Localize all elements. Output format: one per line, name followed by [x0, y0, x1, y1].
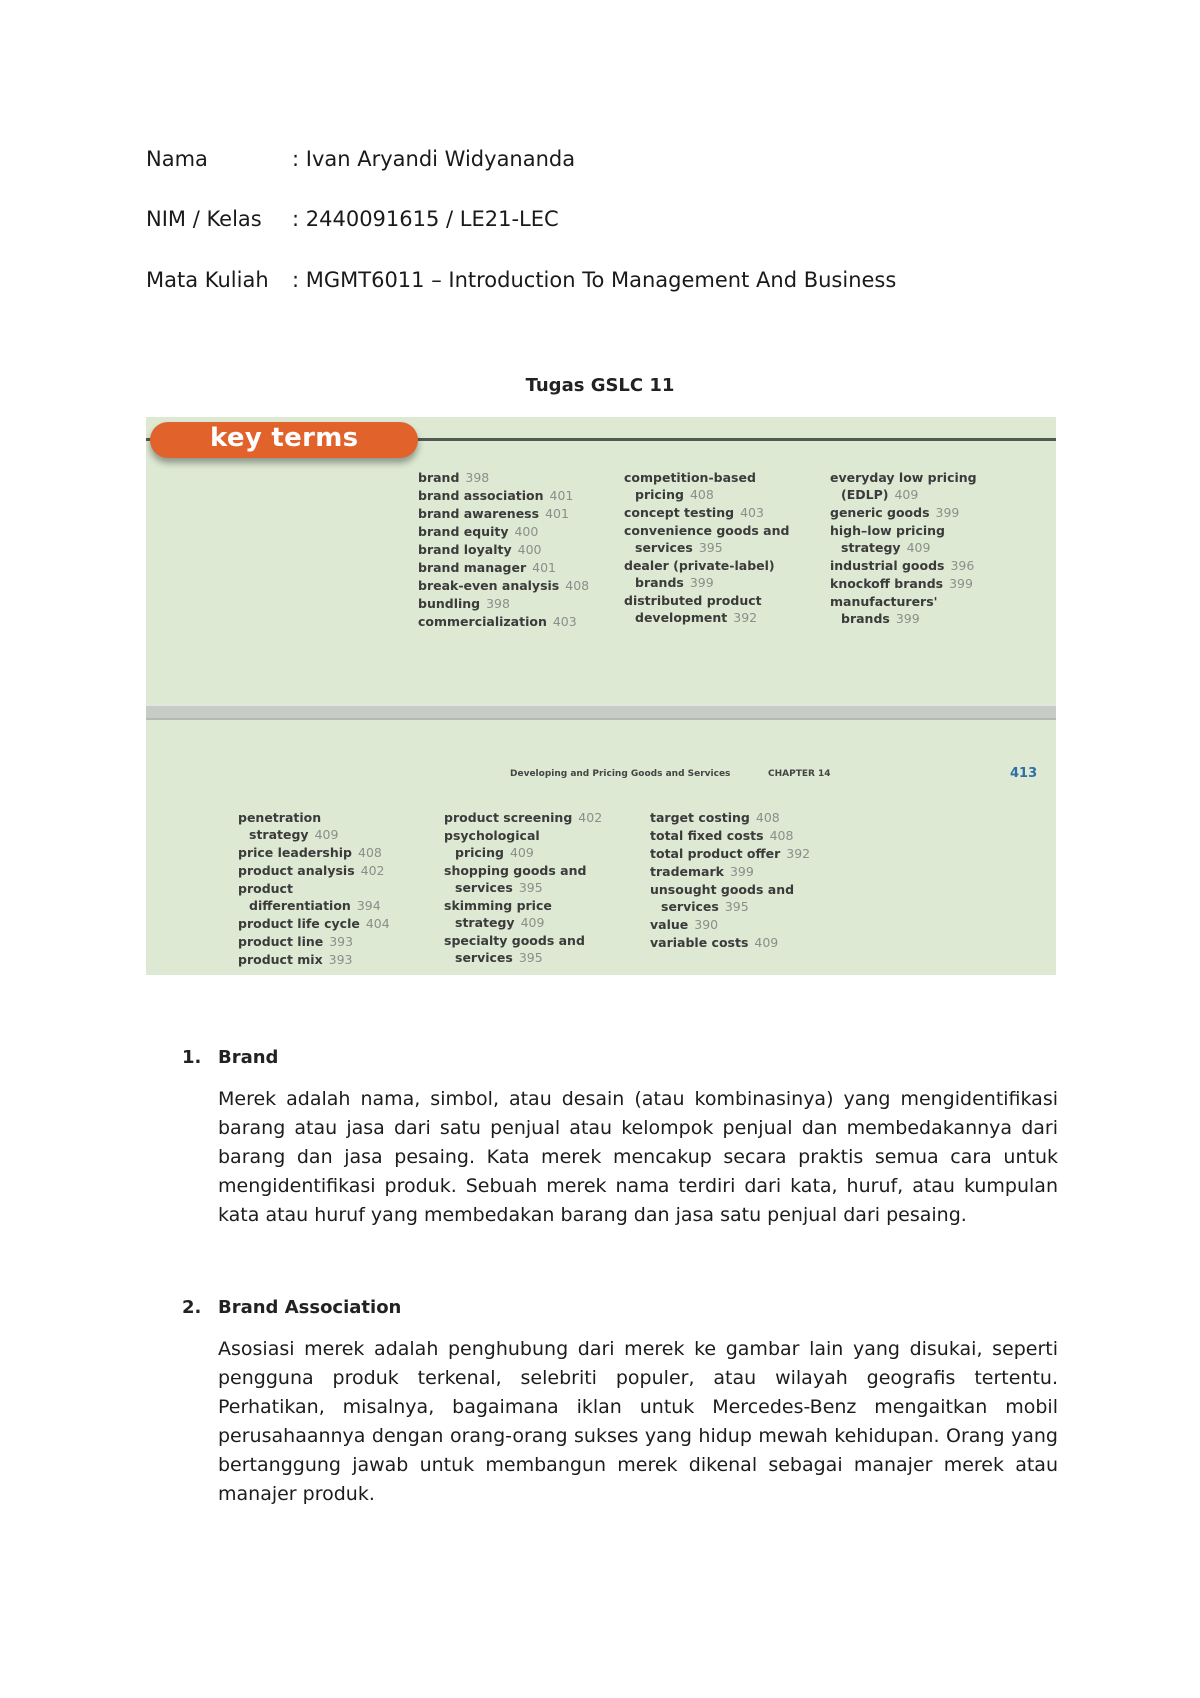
- item-paragraph: Asosiasi merek adalah penghubung dari merek ke gambar lain yang disukai, seperti pengguna produk terkenal, selebriti populer, atau wilayah geografis tertentu. Perhatikan, misalnya, bagaimana iklan untuk Mercedes-Benz mengaitkan mobil perusahaannya dengan orang-orang sukses yang hidup mewah kehidupan. Orang yang bertanggung jawab untuk membangun merek dikenal sebagai manajer merek atau manajer produk.: [218, 1338, 1058, 1505]
- key-term-page: 409: [509, 845, 534, 860]
- key-term-page: 390: [694, 917, 719, 932]
- key-term-continuation: services 395: [455, 950, 543, 965]
- key-terms-banner: [150, 422, 418, 458]
- key-term-text: generic goods 399: [830, 505, 960, 520]
- key-term-page: 400: [514, 524, 539, 539]
- info-value-mata-kuliah: : MGMT6011 – Introduction To Management And Business: [292, 268, 897, 292]
- key-term-page: 392: [733, 610, 758, 625]
- key-term-entry: [444, 932, 602, 966]
- key-term-entry: [830, 575, 977, 592]
- key-term-entry: [624, 522, 789, 556]
- key-term-page: 404: [365, 916, 390, 931]
- key-term-page: 409: [906, 540, 931, 555]
- key-term-entry: [238, 915, 390, 932]
- key-term-continuation: strategy 409: [249, 827, 339, 842]
- info-label-mata-kuliah: Mata Kuliah: [146, 268, 269, 292]
- key-term-page: 392: [786, 846, 811, 861]
- key-term-entry: [624, 592, 789, 626]
- key-term-page: 403: [552, 614, 577, 629]
- key-term-text: knockoff brands 399: [830, 576, 973, 591]
- key-term-page: 395: [698, 540, 723, 555]
- key-term-text: brand loyalty 400: [418, 542, 542, 557]
- key-term-page: 399: [895, 611, 920, 626]
- key-term-text: industrial goods 396: [830, 558, 975, 573]
- assignment-title: Tugas GSLC 11: [525, 375, 675, 396]
- key-term-continuation: pricing 409: [455, 845, 534, 860]
- key-term-page: 409: [314, 827, 339, 842]
- key-term-page: 399: [935, 505, 960, 520]
- key-term-page: 408: [755, 810, 780, 825]
- key-term-text: commercialization 403: [418, 614, 577, 629]
- key-term-page: 402: [360, 863, 385, 878]
- terms-column: [624, 469, 789, 627]
- key-term-page: 403: [740, 505, 764, 520]
- key-term-page: 408: [565, 578, 590, 593]
- key-term-entry: [650, 845, 810, 862]
- key-term-entry: [238, 933, 390, 950]
- key-term-continuation: brands 399: [841, 611, 920, 626]
- key-term-entry: [238, 844, 390, 861]
- key-term-page: 393: [329, 934, 354, 949]
- key-term-text: product screening 402: [444, 810, 603, 825]
- key-term-entry: [830, 593, 977, 627]
- key-term-entry: [830, 557, 977, 574]
- key-terms-banner-text: key terms: [210, 423, 359, 453]
- key-term-text: skimming price: [444, 898, 552, 913]
- key-term-entry: [624, 469, 789, 503]
- key-term-entry: [238, 862, 390, 879]
- key-term-text: brand awareness 401: [418, 506, 569, 521]
- key-term-text: specialty goods and: [444, 933, 585, 948]
- key-term-page: 395: [518, 880, 543, 895]
- key-term-text: psychological: [444, 828, 540, 843]
- key-term-page: 400: [517, 542, 542, 557]
- key-term-entry: [418, 469, 589, 486]
- key-term-entry: [650, 916, 810, 933]
- item-paragraph: Merek adalah nama, simbol, atau desain (atau kombinasinya) yang mengidentifikasi barang atau jasa dari satu penjual atau kelompok penjual dan membedakannya dari barang dan jasa pesaing. Kata merek mencakup secara praktis semua cara untuk mengidentifikasi produk. Sebuah merek nama terdiri dari kata, huruf, atau kumpulan kata atau huruf yang membedakan barang dan jasa satu penjual dari pesaing.: [218, 1088, 1058, 1226]
- key-term-entry: [650, 934, 810, 951]
- key-term-page: 408: [769, 828, 794, 843]
- key-term-page: 399: [729, 864, 754, 879]
- item-number: 1.: [182, 1047, 202, 1068]
- key-term-text: price leadership 408: [238, 845, 382, 860]
- key-term-entry: [830, 469, 977, 503]
- key-term-text: product: [238, 881, 293, 896]
- key-term-text: everyday low pricing: [830, 470, 977, 485]
- key-term-text: break-even analysis 408: [418, 578, 590, 593]
- key-term-page: 409: [754, 935, 779, 950]
- key-term-text: target costing 408: [650, 810, 780, 825]
- key-term-page: 399: [949, 576, 973, 591]
- key-term-page: 398: [486, 596, 510, 611]
- key-term-entry: [418, 613, 589, 630]
- key-terms-scan: [146, 417, 1056, 975]
- key-term-page: 399: [689, 575, 714, 590]
- key-term-text: brand equity 400: [418, 524, 539, 539]
- key-term-entry: [444, 809, 602, 826]
- info-label-nim-kelas: NIM / Kelas: [146, 207, 262, 231]
- key-term-page: 401: [532, 560, 556, 575]
- page-number: 413: [1010, 766, 1038, 781]
- key-term-text: competition-based: [624, 470, 756, 485]
- key-term-text: high–low pricing: [830, 523, 945, 538]
- key-term-text: total product offer 392: [650, 846, 811, 861]
- key-term-entry: [830, 522, 977, 556]
- key-term-text: penetration: [238, 810, 322, 825]
- key-term-continuation: differentiation 394: [249, 898, 381, 913]
- chapter-footer-chapter: CHAPTER 14: [768, 769, 831, 779]
- key-term-entry: [444, 827, 602, 861]
- key-term-text: product mix 393: [238, 952, 353, 967]
- chapter-footer-title: Developing and Pricing Goods and Services: [510, 769, 731, 779]
- terms-column: [418, 469, 589, 631]
- key-term-text: manufacturers': [830, 594, 938, 609]
- key-term-entry: [650, 809, 810, 826]
- key-term-continuation: brands 399: [635, 575, 714, 590]
- key-term-entry: [418, 595, 589, 612]
- key-term-continuation: services 395: [455, 880, 543, 895]
- key-term-page: 401: [545, 506, 569, 521]
- key-term-page: 409: [894, 487, 919, 502]
- key-term-page: 395: [724, 899, 749, 914]
- key-term-continuation: development 392: [635, 610, 758, 625]
- key-term-page: 409: [520, 915, 545, 930]
- key-term-text: unsought goods and: [650, 882, 795, 897]
- key-term-entry: [650, 827, 810, 844]
- key-term-entry: [238, 809, 390, 843]
- key-term-text: total fixed costs 408: [650, 828, 794, 843]
- key-term-entry: [444, 862, 602, 896]
- info-label-name: Nama: [146, 147, 208, 171]
- item-heading: Brand: [218, 1047, 279, 1068]
- key-term-text: brand 398: [418, 470, 490, 485]
- key-term-page: 394: [356, 898, 381, 913]
- key-term-entry: [624, 504, 789, 521]
- key-term-entry: [830, 504, 977, 521]
- key-term-text: dealer (private-label): [624, 558, 775, 573]
- info-value-nim-kelas: : 2440091615 / LE21-LEC: [292, 207, 559, 231]
- terms-column: [650, 809, 810, 952]
- key-term-text: shopping goods and: [444, 863, 587, 878]
- key-term-page: 401: [549, 488, 574, 503]
- key-term-text: trademark 399: [650, 864, 754, 879]
- key-term-text: product life cycle 404: [238, 916, 390, 931]
- key-term-entry: [418, 505, 589, 522]
- page-break-band: [146, 704, 1056, 720]
- key-term-page: 402: [578, 810, 603, 825]
- key-term-page: 393: [328, 952, 353, 967]
- key-term-page: 395: [518, 950, 543, 965]
- key-term-continuation: strategy 409: [455, 915, 545, 930]
- key-term-entry: [418, 487, 589, 504]
- key-term-continuation: (EDLP) 409: [841, 487, 919, 502]
- key-term-text: convenience goods and: [624, 523, 790, 538]
- key-term-text: variable costs 409: [650, 935, 779, 950]
- key-term-entry: [418, 541, 589, 558]
- key-term-entry: [650, 863, 810, 880]
- key-term-page: 398: [465, 470, 490, 485]
- key-term-continuation: strategy 409: [841, 540, 931, 555]
- key-term-entry: [444, 897, 602, 931]
- key-term-text: product line 393: [238, 934, 354, 949]
- key-term-continuation: services 395: [635, 540, 723, 555]
- key-term-text: concept testing 403: [624, 505, 764, 520]
- key-term-entry: [418, 559, 589, 576]
- key-term-continuation: pricing 408: [635, 487, 714, 502]
- terms-column: [830, 469, 977, 628]
- key-term-continuation: services 395: [661, 899, 749, 914]
- key-term-entry: [418, 577, 589, 594]
- key-term-text: distributed product: [624, 593, 762, 608]
- key-term-entry: [624, 557, 789, 591]
- key-term-entry: [418, 523, 589, 540]
- key-term-page: 408: [689, 487, 714, 502]
- terms-column: [444, 809, 602, 967]
- key-term-entry: [238, 880, 390, 914]
- key-term-page: 396: [950, 558, 975, 573]
- key-term-text: product analysis 402: [238, 863, 385, 878]
- terms-column: [238, 809, 390, 969]
- key-term-text: brand manager 401: [418, 560, 556, 575]
- key-term-entry: [650, 881, 810, 915]
- key-term-page: 408: [358, 845, 382, 860]
- item-number: 2.: [182, 1297, 202, 1318]
- key-term-text: bundling 398: [418, 596, 510, 611]
- item-heading: Brand Association: [218, 1297, 402, 1318]
- key-term-text: value 390: [650, 917, 719, 932]
- info-value-name: : Ivan Aryandi Widyananda: [292, 147, 576, 171]
- key-term-entry: [238, 951, 390, 968]
- key-term-text: brand association 401: [418, 488, 574, 503]
